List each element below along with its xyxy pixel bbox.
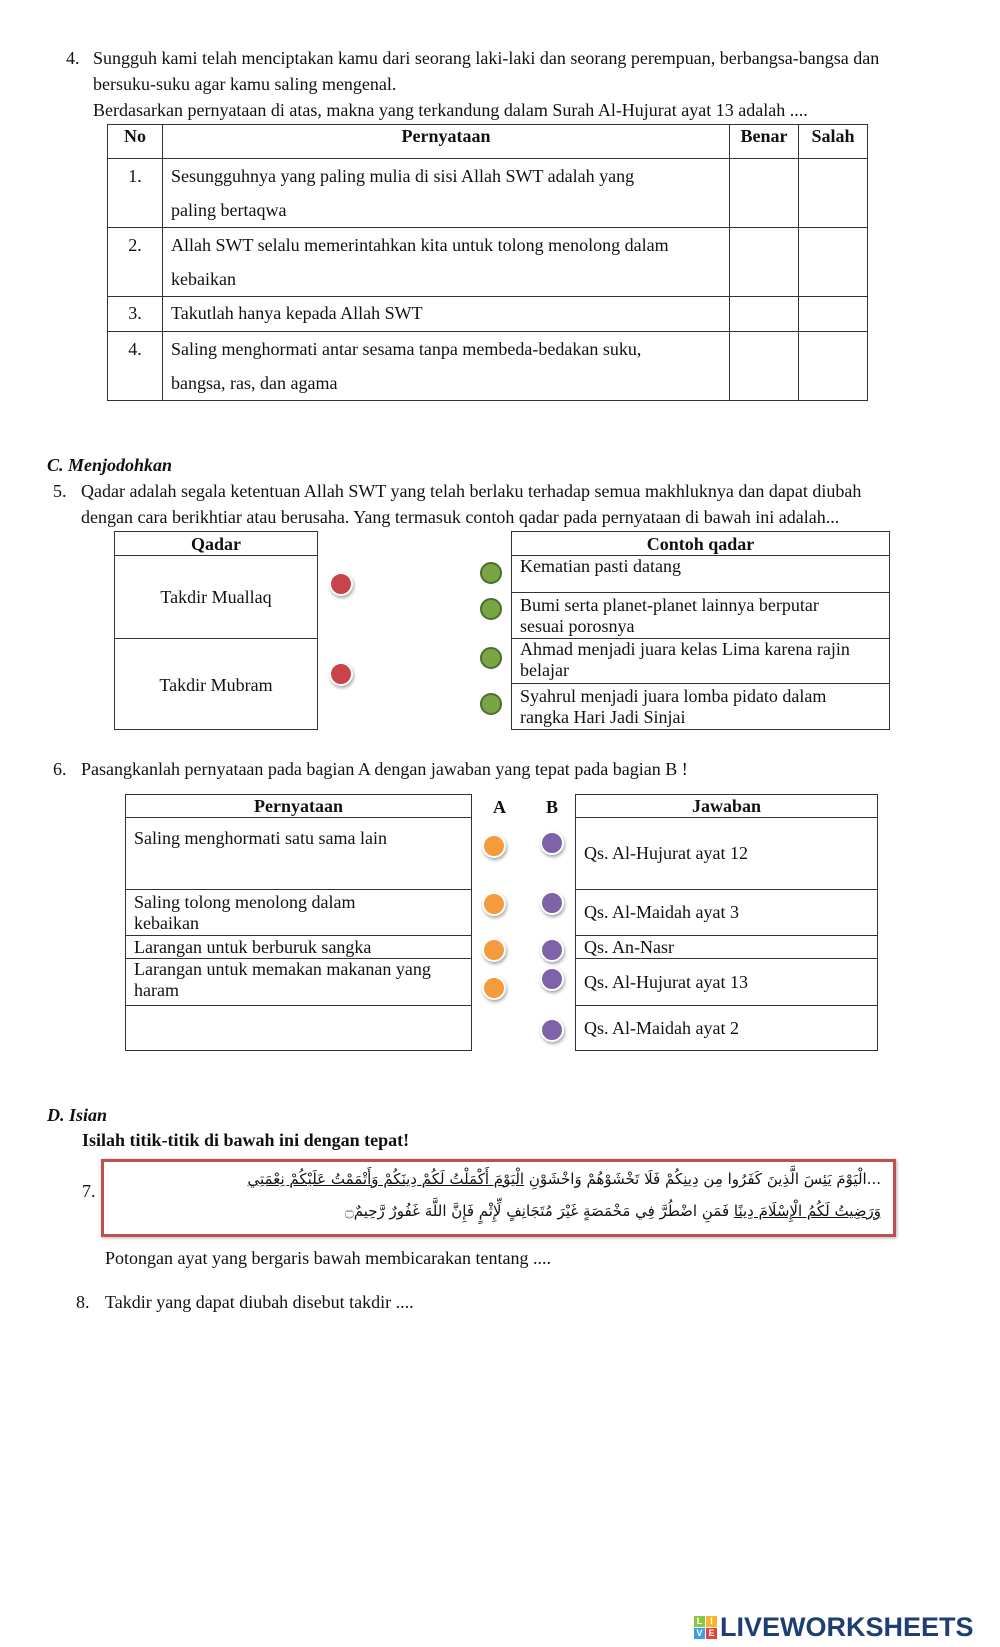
q7-question: Potongan ayat yang bergaris bawah membicarakan tentang .... [105, 1248, 552, 1268]
col-benar: Benar [730, 125, 799, 159]
pernyataan-text: Saling menghormati satu sama lain [134, 828, 387, 848]
label-a: A [493, 797, 506, 817]
col-pernyataan: Pernyataan [163, 125, 730, 159]
logo-letter: V [694, 1628, 705, 1639]
table-row [108, 228, 868, 297]
benar-cell[interactable] [730, 297, 799, 332]
contoh-item [511, 592, 890, 639]
match-dot-b[interactable] [540, 1018, 564, 1042]
ayat-line-2 [345, 1202, 881, 1220]
label-b: B [546, 797, 559, 817]
section-d-instruction: Isilah titik-titik di bawah ini dengan tepat! [82, 1130, 410, 1150]
pernyataan-item-empty [125, 1005, 472, 1051]
contoh-text: belajar [520, 660, 569, 680]
statement-line: Allah SWT selalu memerintahkan kita untuk tolong menolong dalam [171, 235, 669, 255]
match-dot-b[interactable] [540, 831, 564, 855]
contoh-text: Syahrul menjadi juara lomba pidato dalam [520, 686, 827, 706]
q8-text: Takdir yang dapat diubah disebut takdir .... [105, 1292, 414, 1312]
jawaban-item: Qs. Al-Maidah ayat 3 [575, 889, 878, 936]
pernyataan-text: haram [134, 980, 179, 1000]
benar-cell[interactable] [730, 228, 799, 297]
contoh-text: Bumi serta planet-planet lainnya berputar [520, 595, 819, 615]
contoh-text: Ahmad menjadi juara kelas Lima karena rajin [520, 639, 850, 659]
logo-letter: L [694, 1616, 705, 1627]
q5-text-2: dengan cara berikhtiar atau berusaha. Yang termasuk contoh qadar pada pernyataan di bawah ini adalah... [81, 507, 840, 527]
match-dot-right[interactable] [480, 598, 502, 620]
jawaban-item: Qs. Al-Hujurat ayat 12 [575, 817, 878, 890]
match-dot-right[interactable] [480, 647, 502, 669]
logo-letter: I [706, 1616, 717, 1627]
benar-cell[interactable] [730, 332, 799, 401]
liveworksheets-logo [694, 1612, 974, 1643]
statement-line: Sesungguhnya yang paling mulia di sisi Allah SWT adalah yang [171, 166, 635, 186]
ayat-text: ...الْيَوْمَ يَئِسَ الَّذِينَ كَفَرُوا مِن دِينِكُمْ فَلَا تَخْشَوْهُمْ وَاخْشَوْنِ [524, 1170, 881, 1188]
statement-line: Takutlah hanya kepada Allah SWT [163, 297, 730, 332]
match-dot-right[interactable] [480, 562, 502, 584]
jawaban-header: Jawaban [575, 794, 878, 818]
logo-letter: E [706, 1628, 717, 1639]
benar-cell[interactable] [730, 159, 799, 228]
row-number: 1. [108, 159, 163, 228]
salah-cell[interactable] [799, 228, 868, 297]
statement-line: Saling menghormati antar sesama tanpa membeda-bedakan suku, [171, 339, 642, 359]
match-dot-a[interactable] [482, 834, 506, 858]
qadar-header: Qadar [114, 531, 318, 556]
q4-text-2: bersuku-suku agar kamu saling mengenal. [93, 74, 397, 94]
pernyataan-item [125, 889, 472, 936]
jawaban-item: Qs. Al-Hujurat ayat 13 [575, 958, 878, 1006]
ayat-box [101, 1159, 896, 1237]
match-dot-b[interactable] [540, 967, 564, 991]
ayat-text: فَمَنِ اضْطُرَّ فِي مَخْمَصَةٍ غَيْرَ مُتَجَانِفٍ لِّإِثْمٍ فَإِنَّ اللَّهَ غَفُورٌ رَّحِيمٌ۝ [344, 1202, 734, 1220]
match-dot-left[interactable] [329, 662, 353, 686]
row-number: 3. [108, 297, 163, 332]
q4-table [107, 124, 868, 401]
col-salah: Salah [799, 125, 868, 159]
contoh-header: Contoh qadar [511, 531, 890, 556]
q4-text-1: Sungguh kami telah menciptakan kamu dari seorang laki-laki dan seorang perempuan, berbangsa-bangsa dan [93, 48, 880, 68]
pernyataan-text: Larangan untuk berburuk sangka [134, 937, 372, 957]
q5-number: 5. [53, 481, 67, 501]
pernyataan-text: kebaikan [134, 913, 199, 933]
statement-line: bangsa, ras, dan agama [171, 373, 338, 393]
salah-cell[interactable] [799, 297, 868, 332]
salah-cell[interactable] [799, 159, 868, 228]
q6-text: Pasangkanlah pernyataan pada bagian A dengan jawaban yang tepat pada bagian B ! [81, 759, 688, 779]
contoh-text: sesuai porosnya [520, 616, 635, 636]
match-dot-b[interactable] [540, 938, 564, 962]
q4-text-3: Berdasarkan pernyataan di atas, makna yang terkandung dalam Surah Al-Hujurat ayat 13 adalah .... [93, 100, 808, 120]
contoh-item [511, 638, 890, 684]
qadar-item-muallaq: Takdir Muallaq [114, 555, 318, 639]
col-no: No [108, 125, 163, 159]
statement-line: kebaikan [171, 269, 236, 289]
pernyataan-text: Saling tolong menolong dalam [134, 892, 356, 912]
match-dot-left[interactable] [329, 572, 353, 596]
section-d-heading: D. Isian [47, 1105, 108, 1125]
pernyataan-item [125, 935, 472, 959]
pernyataan-item [125, 817, 472, 890]
table-row [108, 332, 868, 401]
pernyataan-header: Pernyataan [125, 794, 472, 818]
statement-line: paling bertaqwa [171, 200, 287, 220]
ayat-underlined: وَرَضِيتُ لَكُمُ الْإِسْلَامَ دِينًا [733, 1202, 881, 1220]
section-c-heading: C. Menjodohkan [47, 455, 173, 475]
q8-number: 8. [76, 1292, 90, 1312]
match-dot-a[interactable] [482, 976, 506, 1000]
ayat-line-1 [248, 1170, 881, 1188]
contoh-item [511, 683, 890, 730]
salah-cell[interactable] [799, 332, 868, 401]
table-row [108, 297, 868, 332]
pernyataan-text: Larangan untuk memakan makanan yang [134, 959, 431, 979]
row-number: 4. [108, 332, 163, 401]
contoh-item [511, 555, 890, 593]
logo-blocks [694, 1616, 717, 1639]
pernyataan-item [125, 958, 472, 1006]
q5-text-1: Qadar adalah segala ketentuan Allah SWT yang telah berlaku terhadap semua makhluknya dan dapat diubah [81, 481, 862, 501]
row-number: 2. [108, 228, 163, 297]
jawaban-item: Qs. Al-Maidah ayat 2 [575, 1005, 878, 1051]
table-row [108, 159, 868, 228]
contoh-text: rangka Hari Jadi Sinjai [520, 707, 686, 727]
qadar-item-mubram: Takdir Mubram [114, 638, 318, 730]
match-dot-right[interactable] [480, 693, 502, 715]
match-dot-a[interactable] [482, 938, 506, 962]
logo-text: LIVEWORKSHEETS [720, 1612, 974, 1642]
ayat-underlined: الْيَوْمَ أَكْمَلْتُ لَكُمْ دِينَكُمْ وَأَتْمَمْتُ عَلَيْكُمْ نِعْمَتِي [247, 1170, 525, 1188]
q7-number: 7. [82, 1181, 96, 1201]
q6-number: 6. [53, 759, 67, 779]
match-dot-a[interactable] [482, 892, 506, 916]
q4-number: 4. [66, 48, 80, 68]
match-dot-b[interactable] [540, 891, 564, 915]
jawaban-item: Qs. An-Nasr [575, 935, 878, 959]
contoh-text: Kematian pasti datang [520, 556, 681, 576]
